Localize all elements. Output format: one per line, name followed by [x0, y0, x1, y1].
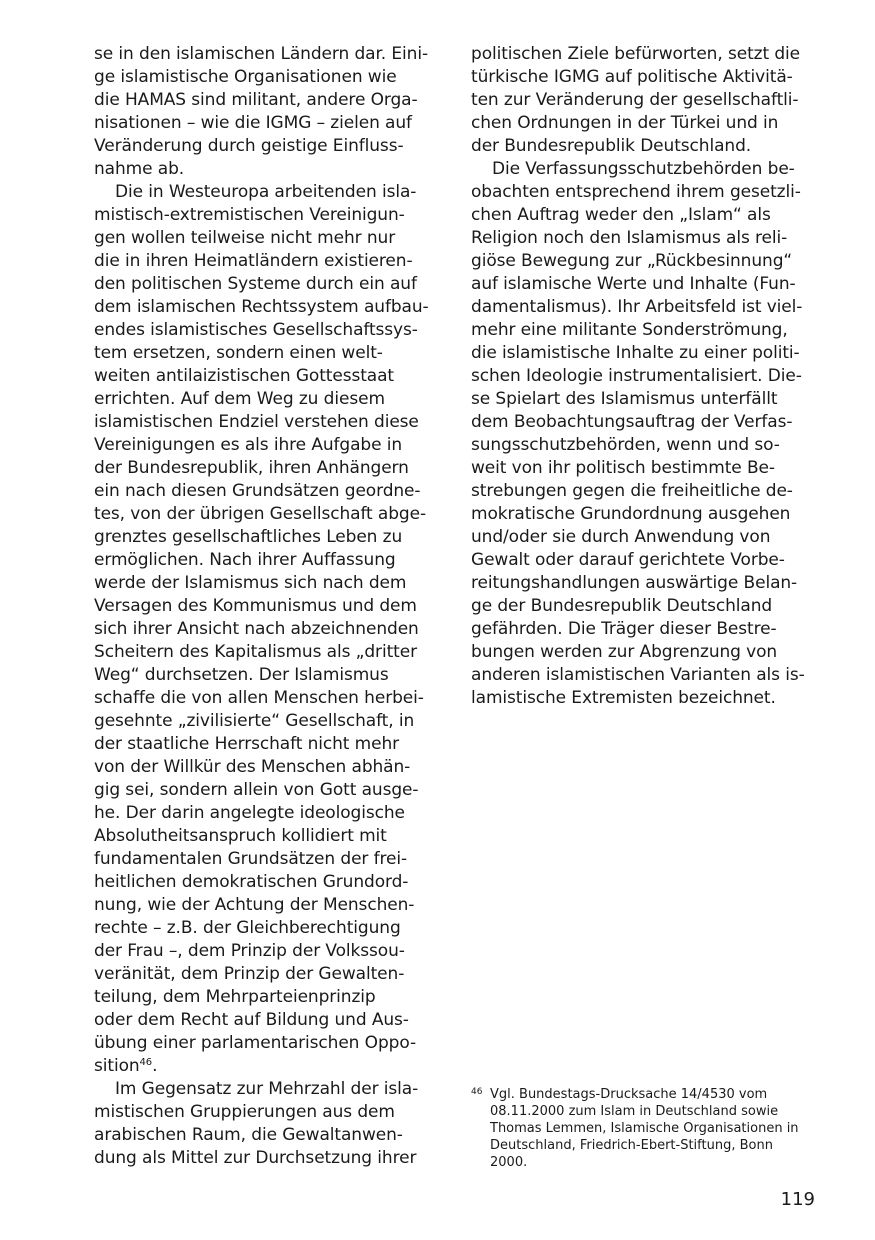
text-line: übung einer parlamentarischen Oppo-	[94, 1033, 416, 1053]
footnote	[471, 1086, 816, 1171]
text-line: gefährden. Die Träger dieser Bestre-	[471, 619, 777, 639]
footnote-line: 2000.	[490, 1155, 528, 1170]
text-line: sungsschutzbehörden, wenn und so-	[471, 435, 780, 455]
paragraph-first-line: Im Gegensatz zur Mehrzahl der isla-	[115, 1079, 419, 1099]
text-line: rechte – z.B. der Gleichberechtigung	[94, 918, 401, 938]
text-line: Gewalt oder darauf gerichtete Vorbe-	[471, 550, 785, 570]
text-line: se Spielart des Islamismus unterfällt	[471, 389, 778, 409]
text-line: nahme ab.	[94, 159, 185, 179]
text-line: he. Der darin angelegte ideologische	[94, 803, 405, 823]
text-line: die islamistische Inhalte zu einer politi-	[471, 343, 800, 363]
text-line: werde der Islamismus sich nach dem	[94, 573, 407, 593]
text-line: giöse Bewegung zur „Rückbesinnung“	[471, 251, 793, 271]
text-line: der staatliche Herrschaft nicht mehr	[94, 734, 400, 754]
text-line: ten zur Veränderung der gesellschaftli-	[471, 90, 799, 110]
text-line: tes, von der übrigen Gesellschaft abge-	[94, 504, 427, 524]
footnote-text	[490, 1086, 816, 1171]
text-line: bungen werden zur Abgrenzung von	[471, 642, 778, 662]
text-line: mistisch-extremistischen Vereinigun-	[94, 205, 405, 225]
text-line: nisationen – wie die IGMG – zielen auf	[94, 113, 412, 133]
text-line: oder dem Recht auf Bildung und Aus-	[94, 1010, 409, 1030]
left-column	[94, 43, 439, 1170]
text-line: dem Beobachtungsauftrag der Verfas-	[471, 412, 793, 432]
footnote-reference[interactable]: 46	[139, 1057, 153, 1068]
footnote-line: Thomas Lemmen, Islamische Organisationen in	[490, 1121, 799, 1136]
text-line: chen Ordnungen in der Türkei und in	[471, 113, 779, 133]
text-line: auf islamische Werte und Inhalte (Fun-	[471, 274, 796, 294]
text-line: gig sei, sondern allein von Gott ausge-	[94, 780, 419, 800]
text-line: obachten entsprechend ihrem gesetzli-	[471, 182, 801, 202]
text-line: der Bundesrepublik, ihren Anhängern	[94, 458, 409, 478]
text-line: damentalismus). Ihr Arbeitsfeld ist viel-	[471, 297, 803, 317]
text-line: die in ihren Heimatländern existieren-	[94, 251, 413, 271]
text-line: Versagen des Kommunismus und dem	[94, 596, 417, 616]
right-column	[471, 43, 816, 710]
text-line: Weg“ durchsetzen. Der Islamismus	[94, 665, 389, 685]
text-line: ein nach diesen Grundsätzen geordne-	[94, 481, 421, 501]
text-line-with-footnote-ref	[94, 1055, 439, 1078]
text-line: der Frau –, dem Prinzip der Volkssou-	[94, 941, 405, 961]
text-line: politischen Ziele befürworten, setzt die	[471, 44, 801, 64]
text-line: mehr eine militante Sonderströmung,	[471, 320, 788, 340]
paragraph-first-line: Die in Westeuropa arbeitenden isla-	[115, 182, 417, 202]
text-line: mistischen Gruppierungen aus dem	[94, 1102, 395, 1122]
text-line: dem islamischen Rechtssystem aufbau-	[94, 297, 429, 317]
text-line: grenztes gesellschaftliches Leben zu	[94, 527, 403, 547]
text-line: islamistischen Endziel verstehen diese	[94, 412, 419, 432]
text-line: Scheitern des Kapitalismus als „dritter	[94, 642, 417, 662]
text-line: türkische IGMG auf politische Aktivitä-	[471, 67, 793, 87]
text-line: strebungen gegen die freiheitliche de-	[471, 481, 793, 501]
text-line: gen wollen teilweise nicht mehr nur	[94, 228, 396, 248]
text-line: ge islamistische Organisationen wie	[94, 67, 397, 87]
text-line: heitlichen demokratischen Grundord-	[94, 872, 409, 892]
text-line: endes islamistisches Gesellschaftssys-	[94, 320, 418, 340]
text-line: Veränderung durch geistige Einfluss-	[94, 136, 404, 156]
page-number: 119	[780, 1189, 815, 1210]
footnote-line: Vgl. Bundestags-Drucksache 14/4530 vom	[490, 1087, 768, 1102]
line-text-tail: .	[152, 1056, 158, 1076]
text-line: se in den islamischen Ländern dar. Eini-	[94, 44, 428, 64]
text-line: und/oder sie durch Anwendung von	[471, 527, 771, 547]
text-line: veränität, dem Prinzip der Gewalten-	[94, 964, 405, 984]
text-line: dung als Mittel zur Durchsetzung ihrer	[94, 1148, 417, 1168]
text-line: lamistische Extremisten bezeichnet.	[471, 688, 776, 708]
text-line: mokratische Grundordnung ausgehen	[471, 504, 791, 524]
footnote-marker: 46	[471, 1087, 483, 1097]
text-line: teilung, dem Mehrparteienprinzip	[94, 987, 376, 1007]
text-line: nung, wie der Achtung der Menschen-	[94, 895, 415, 915]
footnote-line: 08.11.2000 zum Islam in Deutschland sowie	[490, 1104, 779, 1119]
line-text: sition	[94, 1056, 140, 1076]
text-line: von der Willkür des Menschen abhän-	[94, 757, 411, 777]
text-line: ermöglichen. Nach ihrer Auffassung	[94, 550, 396, 570]
text-line: den politischen Systeme durch ein auf	[94, 274, 417, 294]
text-line: reitungshandlungen auswärtige Belan-	[471, 573, 798, 593]
text-line: Religion noch den Islamismus als reli-	[471, 228, 788, 248]
text-line: der Bundesrepublik Deutschland.	[471, 136, 752, 156]
text-line: ge der Bundesrepublik Deutschland	[471, 596, 773, 616]
text-line: chen Auftrag weder den „Islam“ als	[471, 205, 771, 225]
text-line: sich ihrer Ansicht nach abzeichnenden	[94, 619, 419, 639]
text-line: gesehnte „zivilisierte“ Gesellschaft, in	[94, 711, 415, 731]
text-line: fundamentalen Grundsätzen der frei-	[94, 849, 408, 869]
text-line: schaffe die von allen Menschen herbei-	[94, 688, 424, 708]
text-line: arabischen Raum, die Gewaltanwen-	[94, 1125, 403, 1145]
text-line: anderen islamistischen Varianten als is-	[471, 665, 805, 685]
paragraph-first-line: Die Verfassungsschutzbehörden be-	[492, 159, 795, 179]
text-line: Absolutheitsanspruch kollidiert mit	[94, 826, 387, 846]
text-line: Vereinigungen es als ihre Aufgabe in	[94, 435, 403, 455]
text-line: die HAMAS sind militant, andere Orga-	[94, 90, 418, 110]
text-line: errichten. Auf dem Weg zu diesem	[94, 389, 385, 409]
text-line: schen Ideologie instrumentalisiert. Die-	[471, 366, 802, 386]
footnote-line: Deutschland, Friedrich-Ebert-Stiftung, Bonn	[490, 1138, 773, 1153]
text-line: weit von ihr politisch bestimmte Be-	[471, 458, 775, 478]
text-line: weiten antilaizistischen Gottesstaat	[94, 366, 394, 386]
text-line: tem ersetzen, sondern einen welt-	[94, 343, 383, 363]
